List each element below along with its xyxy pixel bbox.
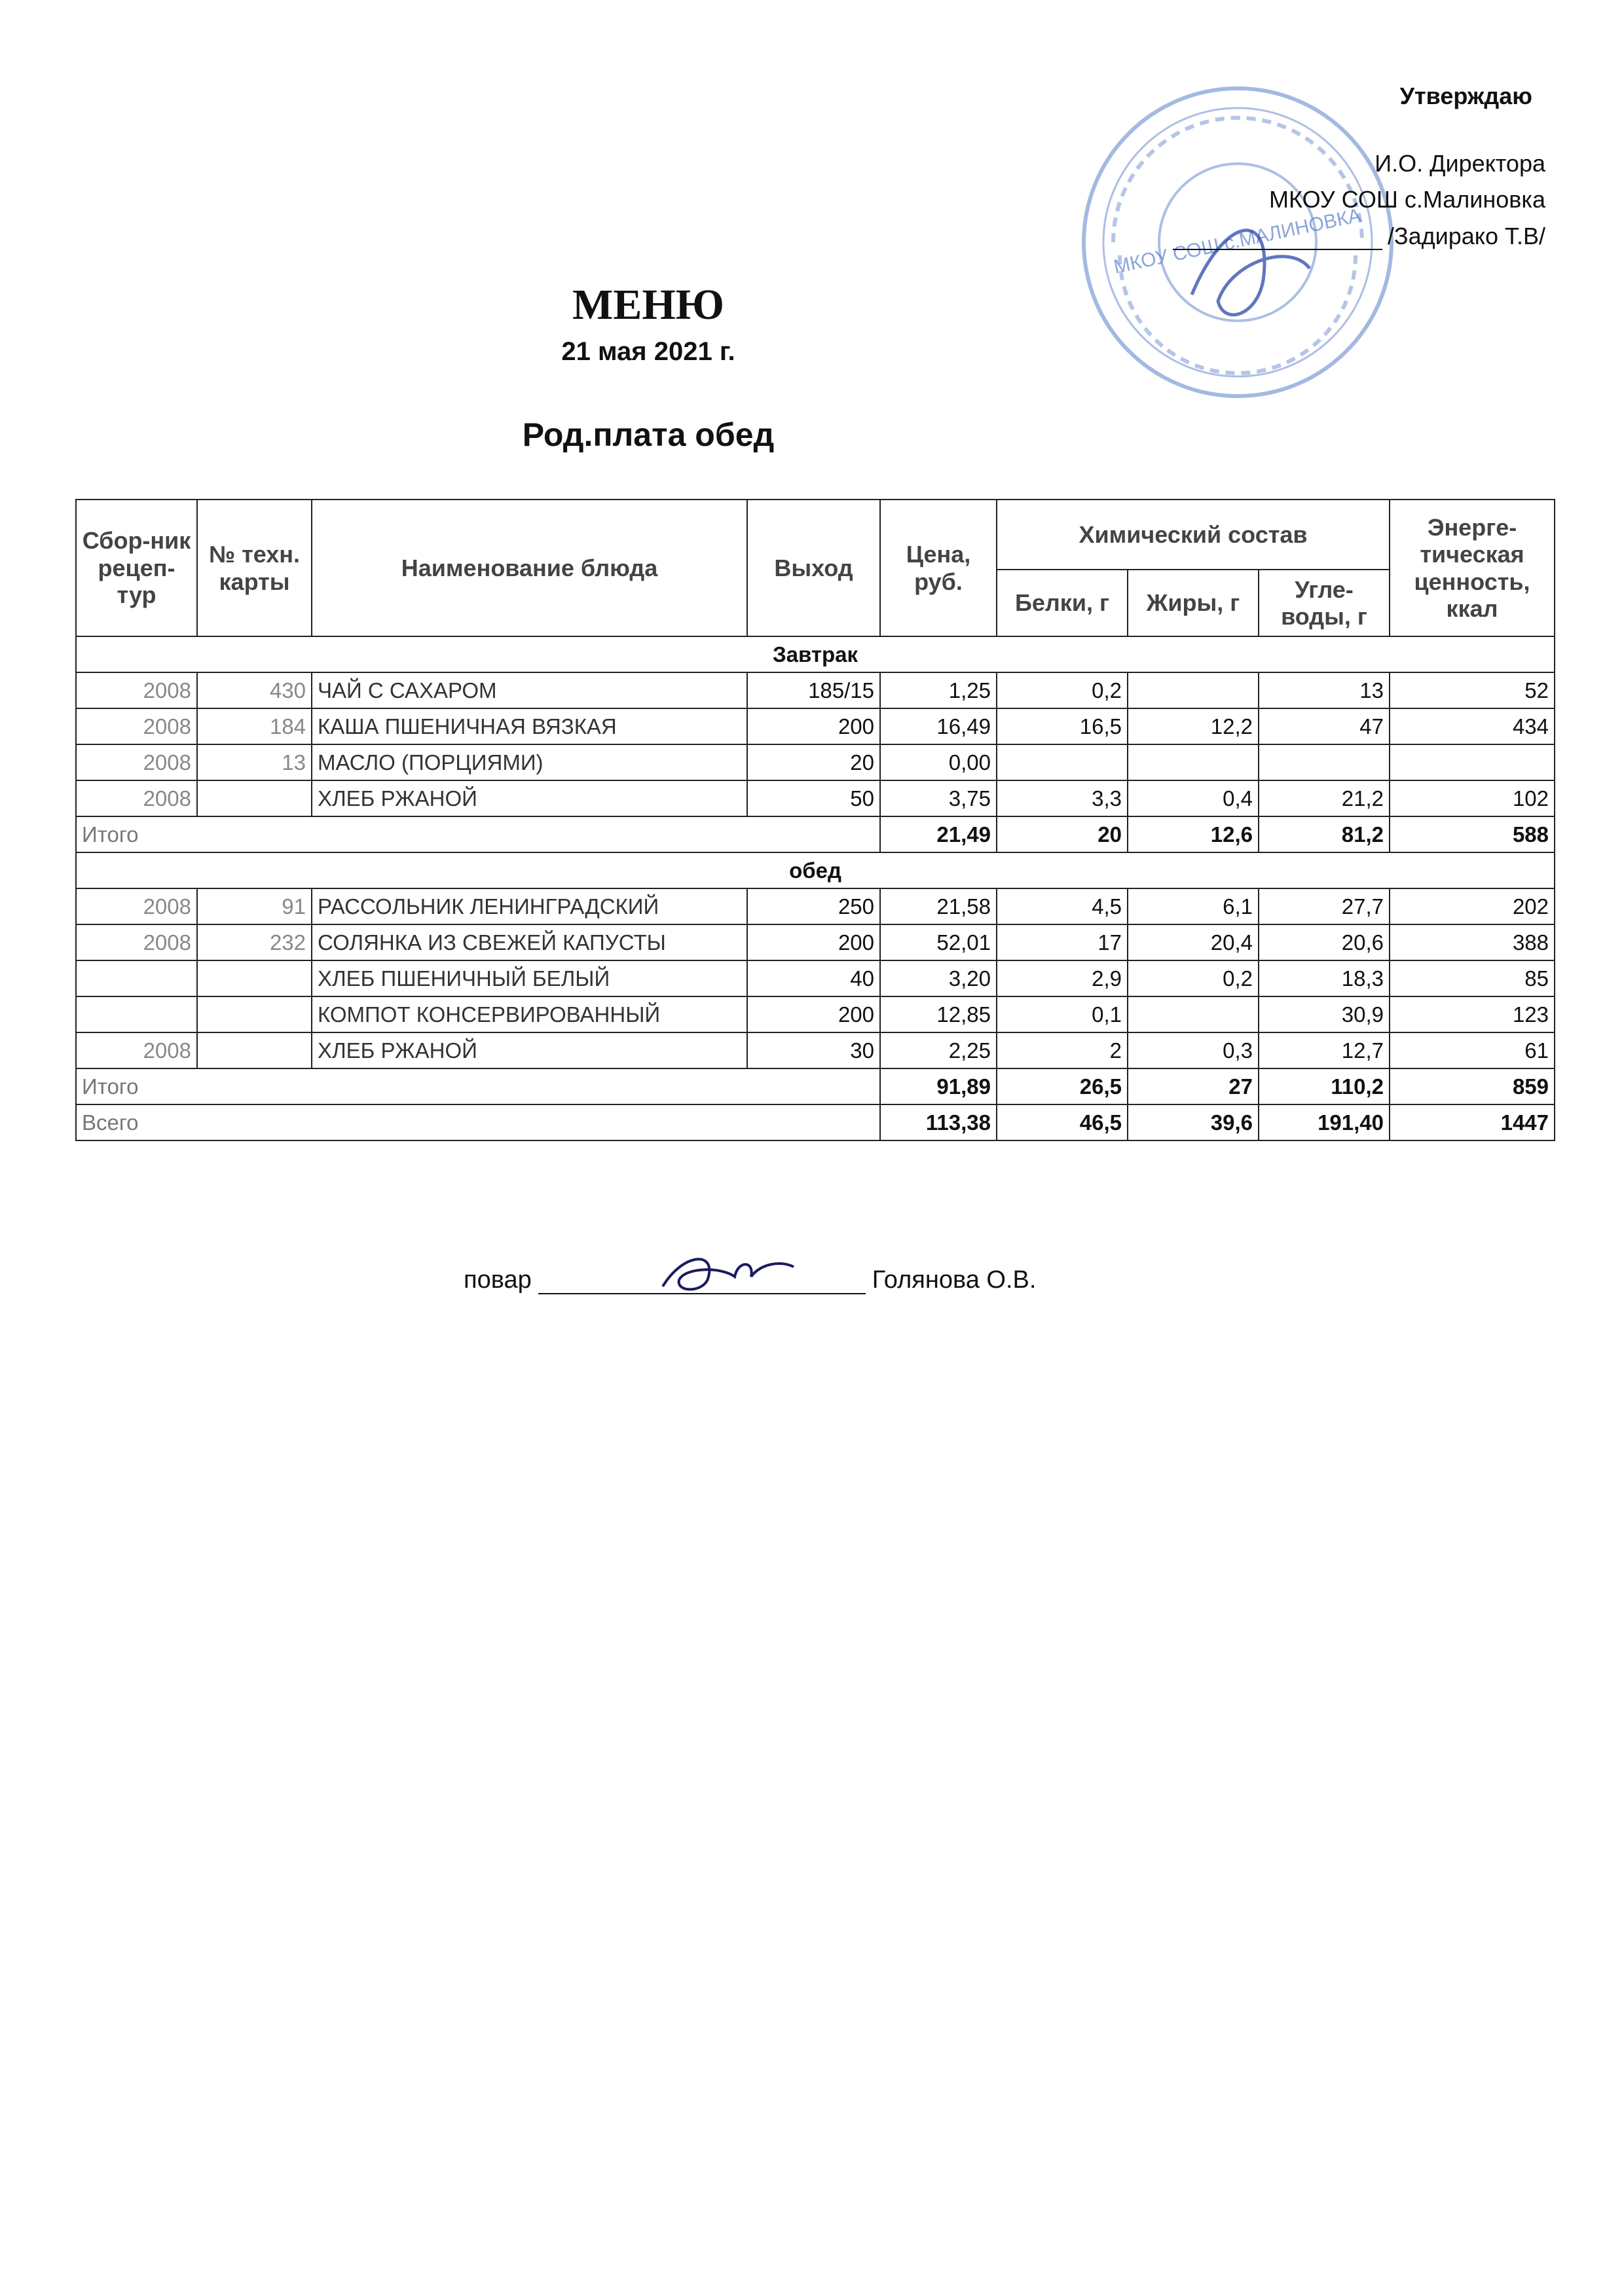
total-protein: 26,5 bbox=[997, 1068, 1128, 1104]
approval-org: МКОУ СОШ с.Малиновка bbox=[1269, 186, 1545, 213]
section-label: Завтрак bbox=[76, 636, 1555, 672]
total-price: 21,49 bbox=[880, 816, 997, 852]
cell-yield: 200 bbox=[747, 996, 880, 1032]
cell-yield: 50 bbox=[747, 780, 880, 816]
section-label: обед bbox=[76, 852, 1555, 888]
cell-name: РАССОЛЬНИК ЛЕНИНГРАДСКИЙ bbox=[312, 888, 747, 924]
cell-protein: 16,5 bbox=[997, 708, 1128, 744]
total-label: Итого bbox=[76, 816, 880, 852]
cell-energy: 202 bbox=[1390, 888, 1555, 924]
cell-price: 16,49 bbox=[880, 708, 997, 744]
cell-price: 0,00 bbox=[880, 744, 997, 780]
handwritten-signature bbox=[656, 1247, 800, 1300]
table-row bbox=[76, 960, 1555, 996]
cell-protein: 4,5 bbox=[997, 888, 1128, 924]
cell-fat: 0,4 bbox=[1128, 780, 1259, 816]
cell-carbs: 13 bbox=[1259, 672, 1390, 708]
cell-yield: 250 bbox=[747, 888, 880, 924]
cell-name: ЧАЙ С САХАРОМ bbox=[312, 672, 747, 708]
header-dish-name: Наименование блюда bbox=[312, 500, 747, 636]
section-breakfast bbox=[76, 636, 1555, 672]
cell-name: КОМПОТ КОНСЕРВИРОВАННЫЙ bbox=[312, 996, 747, 1032]
cell-src: 2008 bbox=[76, 924, 197, 960]
cell-card: 232 bbox=[197, 924, 312, 960]
cell-fat: 0,2 bbox=[1128, 960, 1259, 996]
grand-total-label: Всего bbox=[76, 1104, 880, 1140]
cell-src: 2008 bbox=[76, 708, 197, 744]
cell-src: 2008 bbox=[76, 888, 197, 924]
cell-fat: 0,3 bbox=[1128, 1032, 1259, 1068]
cell-name: СОЛЯНКА ИЗ СВЕЖЕЙ КАПУСТЫ bbox=[312, 924, 747, 960]
cell-protein: 3,3 bbox=[997, 780, 1128, 816]
cell-yield: 200 bbox=[747, 924, 880, 960]
section-lunch bbox=[76, 852, 1555, 888]
table-row bbox=[76, 1032, 1555, 1068]
cell-price: 52,01 bbox=[880, 924, 997, 960]
cell-src: 2008 bbox=[76, 672, 197, 708]
cell-price: 21,58 bbox=[880, 888, 997, 924]
cell-yield: 20 bbox=[747, 744, 880, 780]
cell-src bbox=[76, 960, 197, 996]
cook-role: повар bbox=[464, 1266, 532, 1294]
menu-table bbox=[75, 499, 1555, 1141]
menu-subtitle: Род.плата обед bbox=[522, 416, 775, 453]
cell-name: КАША ПШЕНИЧНАЯ ВЯЗКАЯ bbox=[312, 708, 747, 744]
cell-fat: 20,4 bbox=[1128, 924, 1259, 960]
cell-carbs: 30,9 bbox=[1259, 996, 1390, 1032]
header-tech-card: № техн. карты bbox=[197, 500, 312, 636]
cell-energy bbox=[1390, 744, 1555, 780]
cell-protein: 2,9 bbox=[997, 960, 1128, 996]
cell-src bbox=[76, 996, 197, 1032]
cell-energy: 434 bbox=[1390, 708, 1555, 744]
approval-signature-line bbox=[1173, 223, 1382, 250]
cell-energy: 102 bbox=[1390, 780, 1555, 816]
cell-card bbox=[197, 996, 312, 1032]
cell-yield: 40 bbox=[747, 960, 880, 996]
cell-name: ХЛЕБ ПШЕНИЧНЫЙ БЕЛЫЙ bbox=[312, 960, 747, 996]
cell-carbs: 18,3 bbox=[1259, 960, 1390, 996]
cell-carbs: 21,2 bbox=[1259, 780, 1390, 816]
cell-price: 1,25 bbox=[880, 672, 997, 708]
cell-carbs: 47 bbox=[1259, 708, 1390, 744]
cell-protein: 0,2 bbox=[997, 672, 1128, 708]
total-energy: 588 bbox=[1390, 816, 1555, 852]
cell-energy: 388 bbox=[1390, 924, 1555, 960]
header-energy: Энерге-тическая ценность, ккал bbox=[1390, 500, 1555, 636]
grand-total-energy: 1447 bbox=[1390, 1104, 1555, 1140]
cell-fat bbox=[1128, 744, 1259, 780]
table-row bbox=[76, 924, 1555, 960]
cell-price: 3,20 bbox=[880, 960, 997, 996]
breakfast-total-row bbox=[76, 816, 1555, 852]
cell-price: 2,25 bbox=[880, 1032, 997, 1068]
page-title: МЕНЮ bbox=[572, 281, 724, 329]
cell-price: 12,85 bbox=[880, 996, 997, 1032]
cell-name: ХЛЕБ РЖАНОЙ bbox=[312, 780, 747, 816]
cell-energy: 52 bbox=[1390, 672, 1555, 708]
grand-total-protein: 46,5 bbox=[997, 1104, 1128, 1140]
cell-card bbox=[197, 780, 312, 816]
cook-name: Голянова О.В. bbox=[872, 1266, 1037, 1294]
cell-energy: 123 bbox=[1390, 996, 1555, 1032]
header-yield: Выход bbox=[747, 500, 880, 636]
cell-card bbox=[197, 1032, 312, 1068]
cell-src: 2008 bbox=[76, 744, 197, 780]
lunch-total-row bbox=[76, 1068, 1555, 1104]
total-label: Итого bbox=[76, 1068, 880, 1104]
cell-src: 2008 bbox=[76, 1032, 197, 1068]
table-row bbox=[76, 780, 1555, 816]
cell-fat: 6,1 bbox=[1128, 888, 1259, 924]
cell-fat bbox=[1128, 996, 1259, 1032]
total-fat: 27 bbox=[1128, 1068, 1259, 1104]
approval-block bbox=[1067, 82, 1545, 250]
cell-name: МАСЛО (ПОРЦИЯМИ) bbox=[312, 744, 747, 780]
stamp-center-text: МКОУ СОШ с.МАЛИНОВКА bbox=[1111, 204, 1363, 278]
cell-card: 430 bbox=[197, 672, 312, 708]
total-carbs: 81,2 bbox=[1259, 816, 1390, 852]
cell-card: 91 bbox=[197, 888, 312, 924]
grand-total-row bbox=[76, 1104, 1555, 1140]
approval-name: /Задирако Т.В/ bbox=[1387, 222, 1545, 249]
cell-carbs: 27,7 bbox=[1259, 888, 1390, 924]
approval-title: Утверждаю bbox=[1399, 82, 1532, 109]
cell-protein bbox=[997, 744, 1128, 780]
cell-carbs: 20,6 bbox=[1259, 924, 1390, 960]
header-fat: Жиры, г bbox=[1128, 570, 1259, 636]
cell-yield: 30 bbox=[747, 1032, 880, 1068]
table-row bbox=[76, 888, 1555, 924]
grand-total-price: 113,38 bbox=[880, 1104, 997, 1140]
cell-energy: 85 bbox=[1390, 960, 1555, 996]
cell-yield: 200 bbox=[747, 708, 880, 744]
cell-fat bbox=[1128, 672, 1259, 708]
cell-price: 3,75 bbox=[880, 780, 997, 816]
total-protein: 20 bbox=[997, 816, 1128, 852]
cook-signature-line bbox=[538, 1247, 866, 1294]
grand-total-fat: 39,6 bbox=[1128, 1104, 1259, 1140]
cell-yield: 185/15 bbox=[747, 672, 880, 708]
cook-signature-block bbox=[464, 1247, 1036, 1294]
cell-carbs: 12,7 bbox=[1259, 1032, 1390, 1068]
total-fat: 12,6 bbox=[1128, 816, 1259, 852]
total-price: 91,89 bbox=[880, 1068, 997, 1104]
cell-card bbox=[197, 960, 312, 996]
table-row bbox=[76, 744, 1555, 780]
cell-energy: 61 bbox=[1390, 1032, 1555, 1068]
cell-card: 184 bbox=[197, 708, 312, 744]
header-protein: Белки, г bbox=[997, 570, 1128, 636]
table-row bbox=[76, 708, 1555, 744]
header-carbs: Угле-воды, г bbox=[1259, 570, 1390, 636]
approval-position: И.О. Директора bbox=[1375, 150, 1545, 177]
cell-src: 2008 bbox=[76, 780, 197, 816]
table-row bbox=[76, 672, 1555, 708]
total-carbs: 110,2 bbox=[1259, 1068, 1390, 1104]
menu-date: 21 мая 2021 г. bbox=[561, 337, 735, 366]
cell-protein: 2 bbox=[997, 1032, 1128, 1068]
grand-total-carbs: 191,40 bbox=[1259, 1104, 1390, 1140]
cell-name: ХЛЕБ РЖАНОЙ bbox=[312, 1032, 747, 1068]
header-recipe-source: Сбор-ник рецеп-тур bbox=[76, 500, 197, 636]
header-price: Цена, руб. bbox=[880, 500, 997, 636]
header-chem-composition: Химический состав bbox=[997, 500, 1390, 570]
cell-carbs bbox=[1259, 744, 1390, 780]
total-energy: 859 bbox=[1390, 1068, 1555, 1104]
table-row bbox=[76, 996, 1555, 1032]
cell-fat: 12,2 bbox=[1128, 708, 1259, 744]
cell-protein: 17 bbox=[997, 924, 1128, 960]
cell-protein: 0,1 bbox=[997, 996, 1128, 1032]
cell-card: 13 bbox=[197, 744, 312, 780]
